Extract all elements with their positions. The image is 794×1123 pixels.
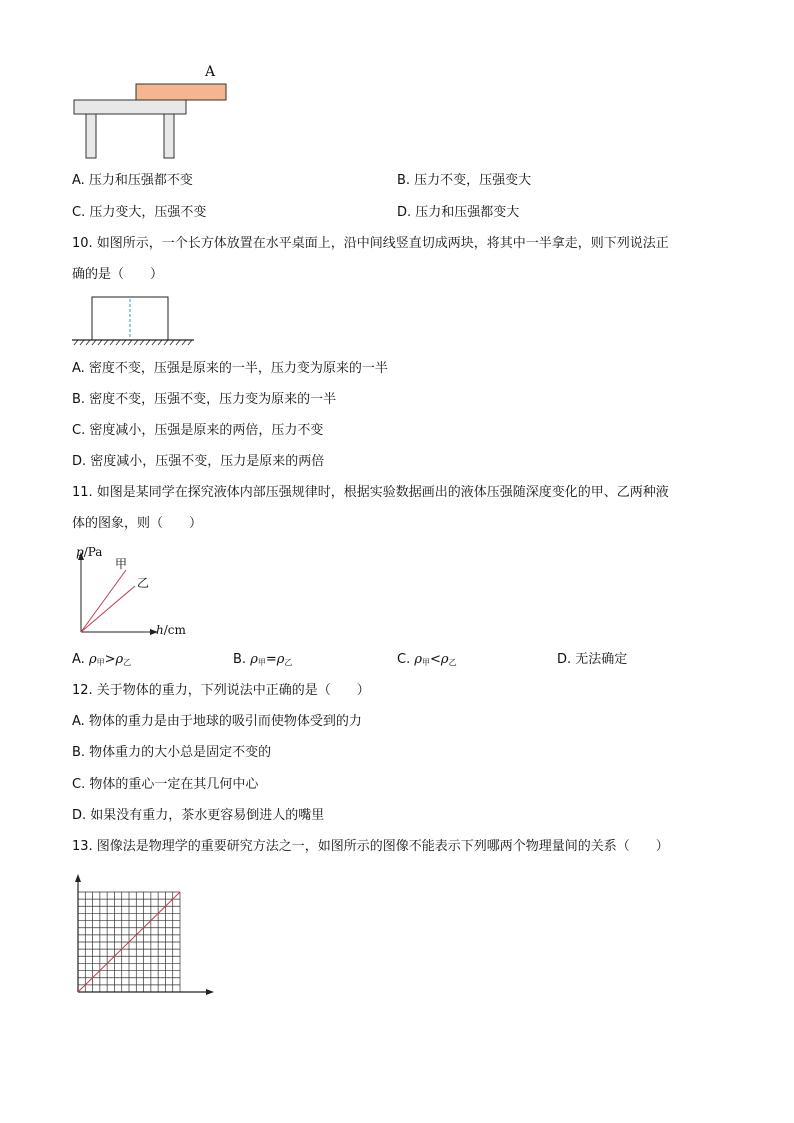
table-top xyxy=(74,100,186,114)
q9-option-c: C. 压力变大，压强不变 xyxy=(72,205,207,220)
q12-option-c: C. 物体的重心一定在其几何中心 xyxy=(72,777,259,792)
grid-y-axis-arrow xyxy=(75,874,81,882)
cuboid xyxy=(92,297,168,340)
q11-option-d: D. 无法确定 xyxy=(557,652,628,667)
q9-option-d: D. 压力和压强都变大 xyxy=(397,205,520,220)
q10-stem-line1: 10. 如图所示，一个长方体放置在水平桌面上，沿中间线竖直切成两块，将其中一半拿走，则下列说法正 xyxy=(72,236,669,251)
series-yi-line xyxy=(81,586,135,632)
block-label: A xyxy=(205,64,216,80)
q10-option-a: A. 密度不变，压强是原来的一半，压力变为原来的一半 xyxy=(72,361,388,376)
q11-stem-line2: 体的图象，则（ ） xyxy=(72,516,203,531)
q13-stem: 13. 图像法是物理学的重要研究方法之一，如图所示的图像不能表示下列哪两个物理量间的关系（ ） xyxy=(72,839,669,854)
series-jia-label: 甲 xyxy=(115,557,128,571)
table-leg-left xyxy=(86,114,96,158)
grid-x-axis-arrow xyxy=(206,989,214,995)
block-a xyxy=(136,84,226,100)
q9-option-b: B. 压力不变，压强变大 xyxy=(397,173,532,188)
q12-option-d: D. 如果没有重力，茶水更容易倒进人的嘴里 xyxy=(72,808,325,823)
q11-option-a: A. $\rho_甲>\rho_乙$ xyxy=(72,652,132,667)
series-jia-line xyxy=(81,570,126,632)
q11-option-c: C. $\rho_甲<\rho_乙$ xyxy=(397,652,457,667)
x-axis-label: h/cm xyxy=(156,623,186,637)
q10-option-c: C. 密度减小，压强是原来的两倍，压力不变 xyxy=(72,423,324,438)
table-leg-right xyxy=(164,114,174,158)
cuboid-figure xyxy=(70,293,200,348)
series-yi-label: 乙 xyxy=(137,576,150,590)
y-axis-label: p/Pa xyxy=(76,545,103,559)
grid-graph xyxy=(70,872,220,1007)
q11-option-b: B. $\rho_甲=\rho_乙$ xyxy=(233,652,293,667)
q12-stem: 12. 关于物体的重力，下列说法中正确的是（ ） xyxy=(72,683,370,698)
q10-option-b: B. 密度不变，压强不变，压力变为原来的一半 xyxy=(72,392,337,407)
q12-option-b: B. 物体重力的大小总是固定不变的 xyxy=(72,745,272,760)
q10-stem-line2: 确的是（ ） xyxy=(72,267,164,282)
q9-option-a: A. 压力和压强都不变 xyxy=(72,173,193,188)
q10-option-d: D. 密度减小，压强不变，压力是原来的两倍 xyxy=(72,454,325,469)
q11-stem-line1: 11. 如图是某同学在探究液体内部压强规律时，根据实验数据画出的液体压强随深度变化的甲、乙两种液 xyxy=(72,485,669,500)
ground-hatch xyxy=(74,340,192,345)
q12-option-a: A. 物体的重力是由于地球的吸引而使物体受到的力 xyxy=(72,714,362,729)
